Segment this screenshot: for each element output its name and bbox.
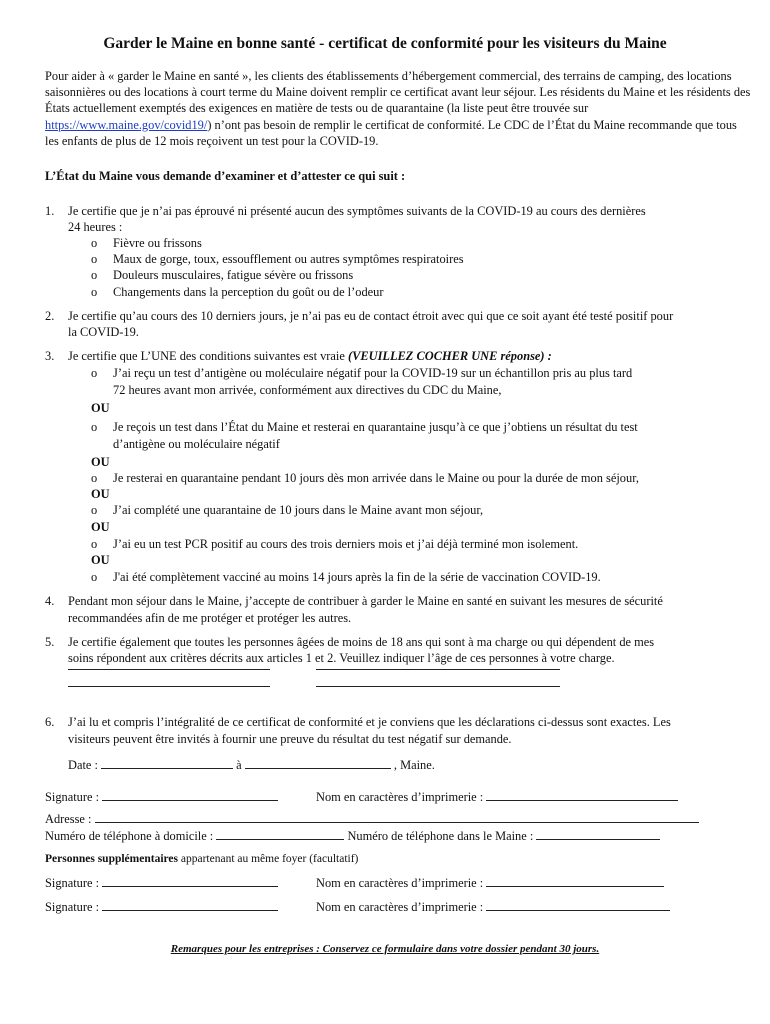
bullet-icon: o	[91, 285, 98, 299]
symptom-item: Douleurs musculaires, fatigue sévère ou frissons	[113, 268, 354, 282]
item-3-number: 3.	[45, 349, 55, 363]
address-field[interactable]	[95, 810, 699, 823]
item-5-line-1: Je certifie également que toutes les personnes âgées de moins de 18 ans qui sont à ma charge ou qui dépendent de mes	[68, 635, 655, 649]
signature-label: Signature :	[45, 790, 100, 804]
or-label: OU	[91, 520, 110, 534]
signature-label: Signature :	[45, 900, 100, 914]
dependent-age-field[interactable]	[68, 668, 270, 670]
attest-heading: L’État du Maine vous demande d’examiner et d’attester ce qui suit :	[45, 169, 406, 183]
date-field[interactable]	[101, 756, 233, 769]
item-2-number: 2.	[45, 309, 55, 323]
option-4-text: J’ai complété une quarantaine de 10 jours dans le Maine avant mon séjour,	[113, 503, 484, 517]
checkbox-option-2[interactable]: o	[91, 420, 98, 434]
item-1-line-1: Je certifie que je n’ai pas éprouvé ni présenté aucun des symptômes suivants de la COVID-19 au cours des dernières	[68, 204, 646, 218]
item-2-line-2: la COVID-19.	[68, 325, 139, 339]
household-print-name-row	[316, 898, 670, 916]
print-name-label: Nom en caractères d’imprimerie :	[316, 876, 484, 890]
date-row	[68, 756, 435, 774]
checkbox-option-1[interactable]: o	[91, 366, 98, 380]
bullet-icon: o	[91, 252, 98, 266]
item-2-line-1: Je certifie qu’au cours des 10 derniers jours, je n’ai pas eu de contact étroit avec qui que ce soit ayant été testé positif pour	[68, 309, 674, 323]
phone-row	[45, 827, 660, 845]
bullet-icon: o	[91, 236, 98, 250]
item-3-instruction: (VEUILLEZ COCHER UNE réponse) :	[347, 349, 552, 363]
document-title: Garder le Maine en bonne santé - certificat de conformité pour les visiteurs du Maine	[103, 35, 667, 52]
address-label: Adresse :	[45, 812, 92, 826]
item-3-lead-text: Je certifie que L’UNE des conditions suivantes est vraie	[68, 349, 348, 363]
signature-row	[45, 788, 278, 806]
print-name-label: Nom en caractères d’imprimerie :	[316, 900, 484, 914]
intro-paragraph	[45, 68, 753, 149]
maine-phone-label: Numéro de téléphone dans le Maine :	[347, 829, 534, 843]
item-5-line-2: soins répondent aux critères décrits aux articles 1 et 2. Veuillez indiquer l’âge de ces personnes à votre charge.	[68, 651, 615, 665]
option-2-line-1: Je reçois un test dans l’État du Maine et resterai en quarantaine jusqu’à ce que j’obtiens un résultat du test	[113, 420, 638, 434]
intro-text-2: ) n’ont pas besoin de remplir le certificat de conformité. Le CDC de l’État du Maine recommande que tous les enfants de plus de 12 mois reçoivent un test pour la COVID-19.	[45, 117, 737, 148]
checkbox-option-6[interactable]: o	[91, 570, 98, 584]
or-label: OU	[91, 455, 110, 469]
item-3-lead	[68, 348, 552, 365]
household-signature-row	[45, 898, 278, 916]
item-1-number: 1.	[45, 204, 55, 218]
print-name-field[interactable]	[486, 874, 664, 887]
print-name-field[interactable]	[486, 788, 678, 801]
option-2-line-2: d’antigène ou moléculaire négatif	[113, 437, 280, 451]
household-signature-row	[45, 874, 278, 892]
address-row	[45, 810, 699, 828]
item-5-number: 5.	[45, 635, 55, 649]
checkbox-option-4[interactable]: o	[91, 503, 98, 517]
household-heading-rest: appartenant au même foyer (facultatif)	[178, 853, 359, 865]
or-label: OU	[91, 487, 110, 501]
option-5-text: J’ai eu un test PCR positif au cours des trois derniers mois et j’ai déjà terminé mon isolement.	[113, 537, 579, 551]
household-heading-bold: Personnes supplémentaires	[45, 853, 178, 865]
or-label: OU	[91, 553, 110, 567]
home-phone-label: Numéro de téléphone à domicile :	[45, 829, 214, 843]
item-4-line-2: recommandées afin de me protéger et protéger les autres.	[68, 611, 352, 625]
maine-label: , Maine.	[393, 758, 435, 772]
checkbox-option-5[interactable]: o	[91, 537, 98, 551]
dependent-age-field[interactable]	[316, 668, 560, 670]
household-heading	[45, 851, 358, 868]
covid19-link[interactable]: https://www.maine.gov/covid19/	[45, 117, 208, 132]
or-label: OU	[91, 401, 110, 415]
date-label: Date :	[68, 758, 98, 772]
signature-label: Signature :	[45, 876, 100, 890]
symptom-item: Fièvre ou frissons	[113, 236, 202, 250]
business-note: Remarques pour les entreprises : Conservez ce formulaire dans votre dossier pendant 30 jours.	[170, 943, 600, 955]
signature-field[interactable]	[102, 788, 278, 801]
signature-field[interactable]	[102, 898, 278, 911]
symptom-item: Maux de gorge, toux, essoufflement ou autres symptômes respiratoires	[113, 252, 464, 266]
town-field[interactable]	[245, 756, 391, 769]
print-name-row	[316, 788, 678, 806]
item-4-line-1: Pendant mon séjour dans le Maine, j’accepte de contribuer à garder le Maine en santé en suivant les mesures de sécurité	[68, 594, 663, 608]
home-phone-field[interactable]	[216, 827, 344, 840]
option-3-text: Je resterai en quarantaine pendant 10 jours dès mon arrivée dans le Maine ou pour la durée de mon séjour,	[113, 471, 639, 485]
print-name-label: Nom en caractères d’imprimerie :	[316, 790, 484, 804]
option-6-text: J'ai été complètement vacciné au moins 14 jours après la fin de la série de vaccination COVID-19.	[113, 570, 601, 584]
signature-field[interactable]	[102, 874, 278, 887]
intro-text-1: Pour aider à « garder le Maine en santé », les clients des établissements d’hébergement commercial, des terrains de camping, des locations saisonnières ou des locations à court terme du Maine doivent remplir ce certificat avant leur séjour. Les résidents du Maine et les résidents des États actuellement exemptés des exigences en matière de tests ou de quarantaine (la liste peut être trouvée sur	[45, 69, 751, 116]
print-name-field[interactable]	[486, 898, 670, 911]
option-1-line-1: J’ai reçu un test d’antigène ou moléculaire négatif pour la COVID-19 sur un échantillon pris au plus tard	[113, 366, 633, 380]
dependent-age-field[interactable]	[68, 685, 270, 687]
item-1-line-2: 24 heures :	[68, 220, 123, 234]
item-4-number: 4.	[45, 594, 55, 608]
symptom-item: Changements dans la perception du goût ou de l’odeur	[113, 285, 384, 299]
item-6-line-2: visiteurs peuvent être invités à fournir une preuve du résultat du test négatif sur demande.	[68, 732, 512, 746]
checkbox-option-3[interactable]: o	[91, 471, 98, 485]
item-6-line-1: J’ai lu et compris l’intégralité de ce certificat de conformité et je conviens que les déclarations ci-dessus sont exactes. Les	[68, 715, 671, 729]
household-print-name-row	[316, 874, 664, 892]
dependent-age-field[interactable]	[316, 685, 560, 687]
item-6-number: 6.	[45, 715, 55, 729]
bullet-icon: o	[91, 268, 98, 282]
at-label: à	[236, 758, 242, 772]
option-1-line-2: 72 heures avant mon arrivée, conformément aux directives du CDC du Maine,	[113, 383, 502, 397]
maine-phone-field[interactable]	[536, 827, 660, 840]
